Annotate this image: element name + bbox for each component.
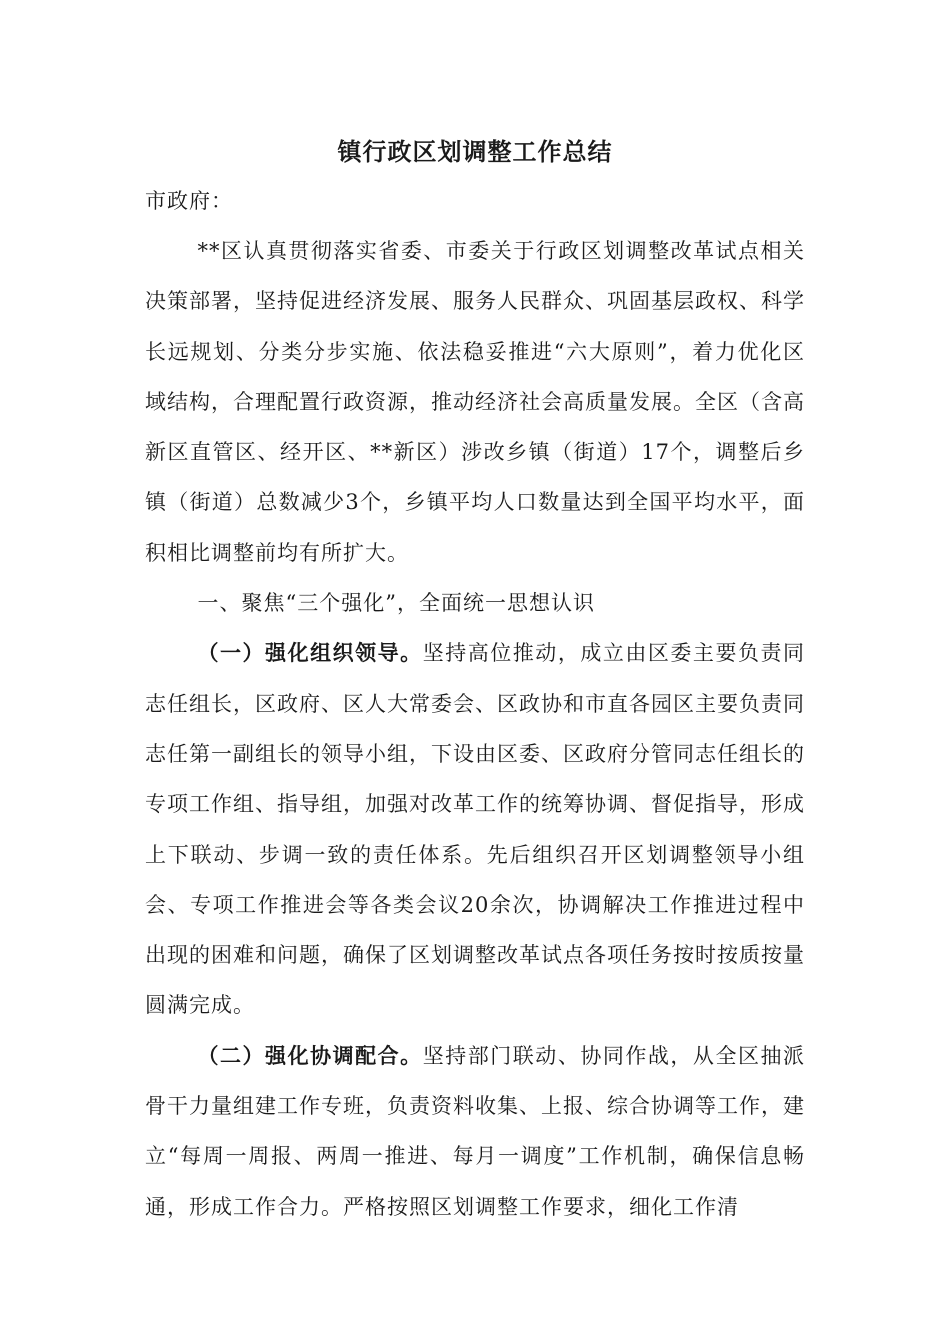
item-body-1: 坚持高位推动，成立由区委主要负责同志任组长，区政府、区人大常委会、区政协和市直各园区主要负责同志任第一副组长的领导小组，下设由区委、区政府分管同志任组长的专项工作组、指导组，加强对改革工作的统筹协调、督促指导，形成上下联动、步调一致的责任体系。先后组织召开区划调整领导小组会、专项工作推进会等各类会议20余次，协调解决工作推进过程中出现的困难和问题，确保了区划调整改革试点各项任务按时按质按量圆满完成。: [145, 641, 806, 1018]
item-paragraph-1: [145, 628, 805, 1030]
item-lead-2: （二）强化协调配合。: [197, 1042, 423, 1068]
document-title: 镇行政区划调整工作总结: [337, 137, 613, 166]
item-paragraph-2: [145, 1031, 805, 1232]
item-lead-1: （一）强化组织领导。: [197, 640, 423, 666]
section-heading-1: 一、聚焦“三个强化”，全面统一思想认识: [197, 591, 595, 616]
document-page: [145, 128, 805, 1232]
salutation: 市政府：: [145, 189, 233, 213]
intro-paragraph: **区认真贯彻落实省委、市委关于行政区划调整改革试点相关决策部署，坚持促进经济发展、服务人民群众、巩固基层政权、科学长远规划、分类分步实施、依法稳妥推进“六大原则”，着力优化区域结构，合理配置行政资源，推动经济社会高质量发展。全区（含高新区直管区、经开区、**新区）涉改乡镇（街道）17个，调整后乡镇（街道）总数减少3个，乡镇平均人口数量达到全国平均水平，面积相比调整前均有所扩大。: [145, 239, 805, 565]
item-body-2: 坚持部门联动、协同作战，从全区抽派骨干力量组建工作专班，负责资料收集、上报、综合协调等工作，建立“每周一周报、两周一推进、每月一调度”工作机制，确保信息畅通，形成工作合力。严格按照区划调整工作要求，细化工作清: [145, 1043, 806, 1219]
